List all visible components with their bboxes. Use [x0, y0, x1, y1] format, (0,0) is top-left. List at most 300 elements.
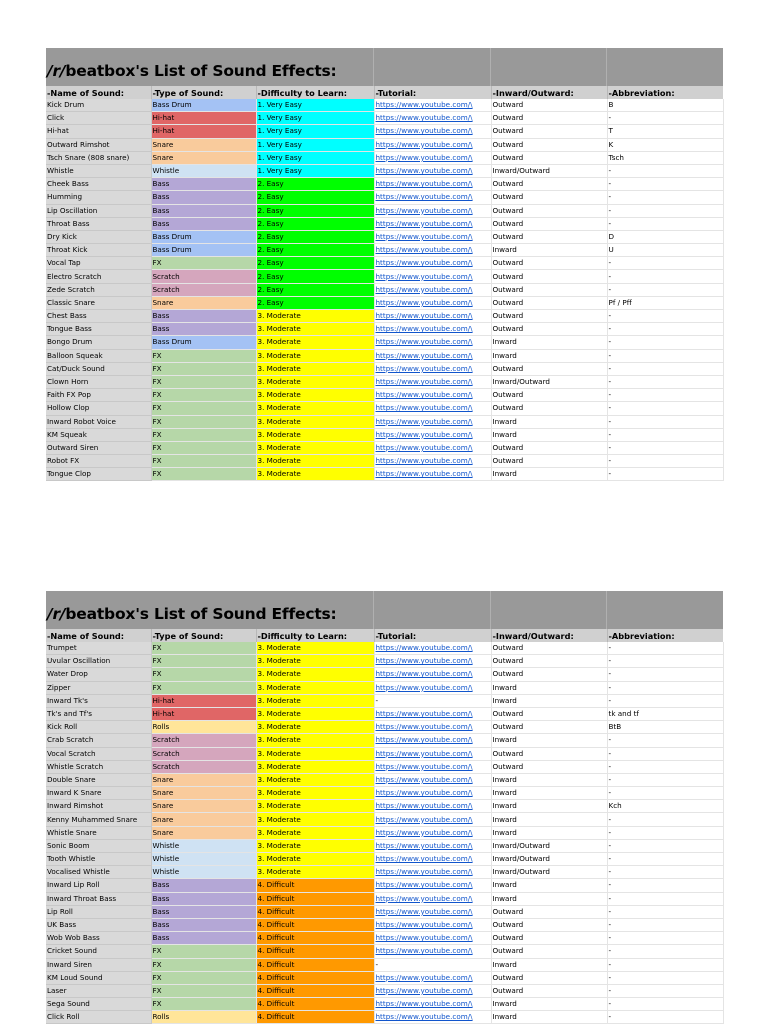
sound-name-cell: Kick Drum	[46, 99, 151, 112]
tutorial-link-cell[interactable]: https://www.youtube.com/\	[374, 323, 491, 336]
direction-cell: Inward	[491, 773, 607, 786]
sound-type-cell: Rolls	[151, 1011, 256, 1024]
difficulty-cell: 1. Very Easy	[256, 99, 374, 112]
sound-type-cell: Snare	[151, 773, 256, 786]
table-row	[46, 800, 723, 813]
difficulty-cell: 3. Moderate	[256, 362, 374, 375]
table-row	[46, 668, 723, 681]
title-prefix: /r/	[47, 62, 66, 80]
abbreviation-cell: U	[607, 244, 723, 257]
difficulty-cell: 3. Moderate	[256, 349, 374, 362]
tutorial-link-cell[interactable]: https://www.youtube.com/\	[374, 389, 491, 402]
direction-cell: Outward	[491, 721, 607, 734]
sound-name-cell: Sonic Boom	[46, 839, 151, 852]
difficulty-cell: 1. Very Easy	[256, 151, 374, 164]
sound-type-cell: Bass	[151, 892, 256, 905]
sound-name-cell: Cat/Duck Sound	[46, 362, 151, 375]
tutorial-link-cell[interactable]: https://www.youtube.com/\	[374, 800, 491, 813]
difficulty-cell: 3. Moderate	[256, 866, 374, 879]
sound-type-cell: Scratch	[151, 760, 256, 773]
table-row	[46, 99, 723, 112]
abbreviation-cell: -	[607, 747, 723, 760]
table-row	[46, 310, 723, 323]
abbreviation-cell: -	[607, 389, 723, 402]
title-empty-cell	[607, 591, 723, 629]
table-row	[46, 375, 723, 388]
abbreviation-cell: -	[607, 336, 723, 349]
sound-type-cell: Bass Drum	[151, 99, 256, 112]
sound-type-cell: Bass	[151, 178, 256, 191]
direction-cell: Inward	[491, 813, 607, 826]
table-row	[46, 428, 723, 441]
table-row	[46, 125, 723, 138]
tutorial-link-cell[interactable]: https://www.youtube.com/\	[374, 375, 491, 388]
sound-name-cell: Bongo Drum	[46, 336, 151, 349]
table-row	[46, 296, 723, 309]
difficulty-cell: 1. Very Easy	[256, 164, 374, 177]
sound-name-cell: Dry Kick	[46, 230, 151, 243]
direction-cell: Outward	[491, 918, 607, 931]
sound-name-cell: Electro Scratch	[46, 270, 151, 283]
sound-type-cell: Bass	[151, 204, 256, 217]
direction-cell: Inward	[491, 892, 607, 905]
table-row	[46, 178, 723, 191]
direction-cell: Inward	[491, 428, 607, 441]
abbreviation-cell: -	[607, 468, 723, 481]
sound-type-cell: FX	[151, 257, 256, 270]
title-empty-cell	[491, 48, 607, 86]
difficulty-cell: 3. Moderate	[256, 787, 374, 800]
direction-cell: Outward	[491, 455, 607, 468]
tutorial-link-cell[interactable]: https://www.youtube.com/\	[374, 1011, 491, 1024]
tutorial-link-cell[interactable]: https://www.youtube.com/\	[374, 257, 491, 270]
tutorial-link-cell[interactable]: https://www.youtube.com/\	[374, 362, 491, 375]
sound-name-cell: Whistle Scratch	[46, 760, 151, 773]
direction-cell: Outward	[491, 178, 607, 191]
table-row	[46, 402, 723, 415]
difficulty-cell: 2. Easy	[256, 191, 374, 204]
tutorial-link-cell[interactable]: https://www.youtube.com/\	[374, 164, 491, 177]
abbreviation-cell: -	[607, 905, 723, 918]
tutorial-link-cell[interactable]: https://www.youtube.com/\	[374, 853, 491, 866]
difficulty-cell: 4. Difficult	[256, 918, 374, 931]
table-row	[46, 958, 723, 971]
abbreviation-cell: -	[607, 191, 723, 204]
tutorial-link-cell[interactable]: https://www.youtube.com/\	[374, 998, 491, 1011]
table-row	[46, 164, 723, 177]
table-row	[46, 971, 723, 984]
sound-type-cell: FX	[151, 389, 256, 402]
sound-name-cell: Inward K Snare	[46, 787, 151, 800]
tutorial-link-cell[interactable]: https://www.youtube.com/\	[374, 349, 491, 362]
difficulty-cell: 2. Easy	[256, 230, 374, 243]
title-empty-cell	[374, 591, 491, 629]
direction-cell: Outward	[491, 230, 607, 243]
sound-type-cell: Whistle	[151, 164, 256, 177]
difficulty-cell: 4. Difficult	[256, 879, 374, 892]
tutorial-link-cell[interactable]: https://www.youtube.com/\	[374, 760, 491, 773]
tutorial-link-cell[interactable]: https://www.youtube.com/\	[374, 217, 491, 230]
direction-cell: Outward	[491, 945, 607, 958]
sound-type-cell: FX	[151, 958, 256, 971]
header-tutorial: -Tutorial:	[374, 86, 491, 99]
title-prefix: /r/	[47, 605, 66, 623]
tutorial-link-cell[interactable]: https://www.youtube.com/\	[374, 918, 491, 931]
tutorial-link-cell[interactable]: https://www.youtube.com/\	[374, 336, 491, 349]
tutorial-link-cell[interactable]: https://www.youtube.com/\	[374, 270, 491, 283]
sound-name-cell: Tooth Whistle	[46, 853, 151, 866]
abbreviation-cell: -	[607, 813, 723, 826]
tutorial-link-cell[interactable]: https://www.youtube.com/\	[374, 230, 491, 243]
sound-type-cell: FX	[151, 945, 256, 958]
sound-name-cell: Zede Scratch	[46, 283, 151, 296]
abbreviation-cell: -	[607, 270, 723, 283]
abbreviation-cell: T	[607, 125, 723, 138]
tutorial-link-cell[interactable]: https://www.youtube.com/\	[374, 813, 491, 826]
sound-type-cell: Bass	[151, 191, 256, 204]
difficulty-cell: 3. Moderate	[256, 336, 374, 349]
tutorial-link-cell[interactable]: https://www.youtube.com/\	[374, 468, 491, 481]
sheet-page-2	[46, 591, 723, 1024]
direction-cell: Inward/Outward	[491, 839, 607, 852]
tutorial-link-cell[interactable]: https://www.youtube.com/\	[374, 204, 491, 217]
sound-type-cell: Bass	[151, 879, 256, 892]
sound-type-cell: FX	[151, 375, 256, 388]
difficulty-cell: 3. Moderate	[256, 389, 374, 402]
sound-type-cell: FX	[151, 441, 256, 454]
sound-name-cell: Whistle	[46, 164, 151, 177]
sound-name-cell: Cheek Bass	[46, 178, 151, 191]
difficulty-cell: 1. Very Easy	[256, 125, 374, 138]
direction-cell: Outward	[491, 310, 607, 323]
direction-cell: Inward	[491, 826, 607, 839]
tutorial-link-cell[interactable]: https://www.youtube.com/\	[374, 707, 491, 720]
sound-name-cell: Chest Bass	[46, 310, 151, 323]
tutorial-link-cell[interactable]: https://www.youtube.com/\	[374, 721, 491, 734]
tutorial-link-cell[interactable]: https://www.youtube.com/\	[374, 681, 491, 694]
sound-type-cell: FX	[151, 428, 256, 441]
sound-type-cell: FX	[151, 998, 256, 1011]
header-name: -Name of Sound:	[46, 629, 151, 642]
sound-name-cell: Sega Sound	[46, 998, 151, 1011]
sound-name-cell: Water Drop	[46, 668, 151, 681]
table-row	[46, 138, 723, 151]
sound-name-cell: Laser	[46, 984, 151, 997]
difficulty-cell: 3. Moderate	[256, 375, 374, 388]
difficulty-cell: 3. Moderate	[256, 441, 374, 454]
title-cell	[46, 48, 374, 86]
abbreviation-cell: -	[607, 853, 723, 866]
sound-type-cell: Snare	[151, 138, 256, 151]
sound-name-cell: Tsch Snare (808 snare)	[46, 151, 151, 164]
tutorial-link-cell[interactable]: https://www.youtube.com/\	[374, 655, 491, 668]
tutorial-link-cell[interactable]: https://www.youtube.com/\	[374, 984, 491, 997]
direction-cell: Outward	[491, 138, 607, 151]
direction-cell: Outward	[491, 389, 607, 402]
tutorial-link-cell[interactable]: https://www.youtube.com/\	[374, 971, 491, 984]
abbreviation-cell: -	[607, 681, 723, 694]
direction-cell: Outward	[491, 441, 607, 454]
table-row	[46, 441, 723, 454]
direction-cell: Inward	[491, 415, 607, 428]
difficulty-cell: 2. Easy	[256, 257, 374, 270]
tutorial-link-cell[interactable]: https://www.youtube.com/\	[374, 310, 491, 323]
tutorial-link-cell[interactable]: https://www.youtube.com/\	[374, 244, 491, 257]
difficulty-cell: 3. Moderate	[256, 668, 374, 681]
table-row	[46, 694, 723, 707]
sound-name-cell: Hollow Clop	[46, 402, 151, 415]
sound-type-cell: Snare	[151, 151, 256, 164]
sound-name-cell: Classic Snare	[46, 296, 151, 309]
sound-name-cell: Inward Lip Roll	[46, 879, 151, 892]
tutorial-link-cell[interactable]: https://www.youtube.com/\	[374, 296, 491, 309]
sound-name-cell: Inward Siren	[46, 958, 151, 971]
difficulty-cell: 2. Easy	[256, 270, 374, 283]
difficulty-cell: 4. Difficult	[256, 971, 374, 984]
abbreviation-cell: -	[607, 773, 723, 786]
abbreviation-cell: -	[607, 323, 723, 336]
sound-name-cell: Kenny Muhammed Snare	[46, 813, 151, 826]
sound-type-cell: Hi-hat	[151, 125, 256, 138]
tutorial-link-cell[interactable]: https://www.youtube.com/\	[374, 905, 491, 918]
tutorial-link-cell[interactable]: https://www.youtube.com/\	[374, 99, 491, 112]
abbreviation-cell: -	[607, 734, 723, 747]
difficulty-cell: 2. Easy	[256, 296, 374, 309]
abbreviation-cell: -	[607, 428, 723, 441]
tutorial-link-cell[interactable]: https://www.youtube.com/\	[374, 734, 491, 747]
tutorial-link-cell[interactable]: https://www.youtube.com/\	[374, 839, 491, 852]
direction-cell: Outward	[491, 984, 607, 997]
abbreviation-cell: -	[607, 932, 723, 945]
sound-type-cell: Bass	[151, 323, 256, 336]
sound-name-cell: Kick Roll	[46, 721, 151, 734]
sound-effects-table	[46, 629, 724, 1024]
sound-type-cell: Rolls	[151, 721, 256, 734]
tutorial-link-cell[interactable]: https://www.youtube.com/\	[374, 642, 491, 655]
abbreviation-cell: -	[607, 655, 723, 668]
header-abbreviation: -Abbreviation:	[607, 86, 723, 99]
sound-name-cell: Throat Kick	[46, 244, 151, 257]
sound-name-cell: Humming	[46, 191, 151, 204]
tutorial-link-cell[interactable]: https://www.youtube.com/\	[374, 879, 491, 892]
sound-name-cell: Faith FX Pop	[46, 389, 151, 402]
sound-type-cell: Hi-hat	[151, 694, 256, 707]
direction-cell: Inward	[491, 1011, 607, 1024]
sound-type-cell: Snare	[151, 787, 256, 800]
abbreviation-cell: -	[607, 998, 723, 1011]
table-row	[46, 853, 723, 866]
sound-name-cell: Vocal Tap	[46, 257, 151, 270]
sheet-page-1	[46, 48, 723, 481]
direction-cell: Inward	[491, 468, 607, 481]
direction-cell: Inward	[491, 734, 607, 747]
tutorial-link-cell[interactable]: https://www.youtube.com/\	[374, 191, 491, 204]
table-row	[46, 112, 723, 125]
sound-name-cell: Tongue Clop	[46, 468, 151, 481]
table-row	[46, 642, 723, 655]
difficulty-cell: 2. Easy	[256, 244, 374, 257]
abbreviation-cell: Tsch	[607, 151, 723, 164]
table-row	[46, 230, 723, 243]
tutorial-link-cell: -	[374, 958, 491, 971]
difficulty-cell: 4. Difficult	[256, 932, 374, 945]
tutorial-link-cell[interactable]: https://www.youtube.com/\	[374, 112, 491, 125]
table-row	[46, 468, 723, 481]
tutorial-link-cell[interactable]: https://www.youtube.com/\	[374, 945, 491, 958]
sound-type-cell: FX	[151, 468, 256, 481]
direction-cell: Outward	[491, 125, 607, 138]
difficulty-cell: 4. Difficult	[256, 945, 374, 958]
difficulty-cell: 3. Moderate	[256, 415, 374, 428]
sound-type-cell: FX	[151, 362, 256, 375]
sound-name-cell: Inward Tk's	[46, 694, 151, 707]
difficulty-cell: 3. Moderate	[256, 428, 374, 441]
sound-type-cell: FX	[151, 349, 256, 362]
tutorial-link-cell[interactable]: https://www.youtube.com/\	[374, 455, 491, 468]
header-tutorial: -Tutorial:	[374, 629, 491, 642]
difficulty-cell: 3. Moderate	[256, 468, 374, 481]
table-row	[46, 918, 723, 931]
abbreviation-cell: tk and tf	[607, 707, 723, 720]
table-row	[46, 707, 723, 720]
difficulty-cell: 3. Moderate	[256, 773, 374, 786]
direction-cell: Inward	[491, 244, 607, 257]
abbreviation-cell: K	[607, 138, 723, 151]
sound-name-cell: Inward Robot Voice	[46, 415, 151, 428]
tutorial-link-cell[interactable]: https://www.youtube.com/\	[374, 415, 491, 428]
sound-type-cell: FX	[151, 971, 256, 984]
table-row	[46, 760, 723, 773]
table-row	[46, 362, 723, 375]
header-type: -Type of Sound:	[151, 86, 256, 99]
table-row	[46, 204, 723, 217]
tutorial-link-cell[interactable]: https://www.youtube.com/\	[374, 151, 491, 164]
difficulty-cell: 3. Moderate	[256, 747, 374, 760]
tutorial-link-cell[interactable]: https://www.youtube.com/\	[374, 932, 491, 945]
sound-name-cell: Outward Siren	[46, 441, 151, 454]
tutorial-link-cell[interactable]: https://www.youtube.com/\	[374, 283, 491, 296]
direction-cell: Inward	[491, 336, 607, 349]
header-direction: -Inward/Outward:	[491, 629, 607, 642]
sound-name-cell: Zipper	[46, 681, 151, 694]
difficulty-cell: 4. Difficult	[256, 998, 374, 1011]
tutorial-link-cell[interactable]: https://www.youtube.com/\	[374, 178, 491, 191]
abbreviation-cell: -	[607, 984, 723, 997]
tutorial-link-cell[interactable]: https://www.youtube.com/\	[374, 866, 491, 879]
sound-type-cell: Bass	[151, 905, 256, 918]
tutorial-link-cell[interactable]: https://www.youtube.com/\	[374, 826, 491, 839]
direction-cell: Outward	[491, 270, 607, 283]
sheet-title	[46, 591, 373, 623]
sound-name-cell: Cricket Sound	[46, 945, 151, 958]
sound-type-cell: Scratch	[151, 747, 256, 760]
abbreviation-cell: -	[607, 945, 723, 958]
difficulty-cell: 3. Moderate	[256, 402, 374, 415]
abbreviation-cell: -	[607, 362, 723, 375]
abbreviation-cell: -	[607, 958, 723, 971]
tutorial-link-cell[interactable]: https://www.youtube.com/\	[374, 428, 491, 441]
direction-cell: Inward	[491, 694, 607, 707]
sound-name-cell: Inward Rimshot	[46, 800, 151, 813]
table-body	[46, 99, 723, 481]
sound-type-cell: FX	[151, 455, 256, 468]
sound-name-cell: Uvular Oscillation	[46, 655, 151, 668]
sound-name-cell: Tongue Bass	[46, 323, 151, 336]
tutorial-link-cell[interactable]: https://www.youtube.com/\	[374, 773, 491, 786]
sound-name-cell: Click Roll	[46, 1011, 151, 1024]
abbreviation-cell: -	[607, 441, 723, 454]
direction-cell: Outward	[491, 257, 607, 270]
sound-name-cell: Lip Oscillation	[46, 204, 151, 217]
table-row	[46, 879, 723, 892]
direction-cell: Outward	[491, 655, 607, 668]
direction-cell: Outward	[491, 151, 607, 164]
tutorial-link-cell[interactable]: https://www.youtube.com/\	[374, 892, 491, 905]
sound-type-cell: Bass	[151, 310, 256, 323]
sound-type-cell: Snare	[151, 296, 256, 309]
direction-cell: Outward	[491, 905, 607, 918]
difficulty-cell: 3. Moderate	[256, 681, 374, 694]
sound-type-cell: Snare	[151, 800, 256, 813]
abbreviation-cell: -	[607, 826, 723, 839]
sheet-title-row	[46, 591, 723, 629]
tutorial-link-cell[interactable]: https://www.youtube.com/\	[374, 125, 491, 138]
direction-cell: Inward	[491, 787, 607, 800]
sound-type-cell: Scratch	[151, 734, 256, 747]
sound-type-cell: FX	[151, 681, 256, 694]
difficulty-cell: 3. Moderate	[256, 310, 374, 323]
table-row	[46, 866, 723, 879]
table-row	[46, 244, 723, 257]
direction-cell: Outward	[491, 191, 607, 204]
direction-cell: Outward	[491, 402, 607, 415]
table-row	[46, 1011, 723, 1024]
direction-cell: Inward/Outward	[491, 375, 607, 388]
direction-cell: Outward	[491, 204, 607, 217]
abbreviation-cell: -	[607, 839, 723, 852]
direction-cell: Inward	[491, 349, 607, 362]
tutorial-link-cell[interactable]: https://www.youtube.com/\	[374, 668, 491, 681]
table-row	[46, 826, 723, 839]
table-row	[46, 257, 723, 270]
difficulty-cell: 3. Moderate	[256, 760, 374, 773]
tutorial-link-cell[interactable]: https://www.youtube.com/\	[374, 787, 491, 800]
direction-cell: Outward	[491, 707, 607, 720]
tutorial-link-cell[interactable]: https://www.youtube.com/\	[374, 441, 491, 454]
table-row	[46, 932, 723, 945]
sheet-title	[46, 48, 373, 80]
sound-name-cell: Inward Throat Bass	[46, 892, 151, 905]
tutorial-link-cell[interactable]: https://www.youtube.com/\	[374, 138, 491, 151]
difficulty-cell: 2. Easy	[256, 178, 374, 191]
abbreviation-cell: -	[607, 668, 723, 681]
table-row	[46, 336, 723, 349]
table-row	[46, 655, 723, 668]
header-row	[46, 629, 723, 642]
difficulty-cell: 4. Difficult	[256, 892, 374, 905]
tutorial-link-cell[interactable]: https://www.youtube.com/\	[374, 402, 491, 415]
difficulty-cell: 1. Very Easy	[256, 112, 374, 125]
direction-cell: Inward	[491, 998, 607, 1011]
tutorial-link-cell[interactable]: https://www.youtube.com/\	[374, 747, 491, 760]
abbreviation-cell: Pf / Pff	[607, 296, 723, 309]
direction-cell: Outward	[491, 296, 607, 309]
table-row	[46, 984, 723, 997]
sound-name-cell: Outward Rimshot	[46, 138, 151, 151]
direction-cell: Inward/Outward	[491, 853, 607, 866]
table-row	[46, 681, 723, 694]
table-row	[46, 945, 723, 958]
